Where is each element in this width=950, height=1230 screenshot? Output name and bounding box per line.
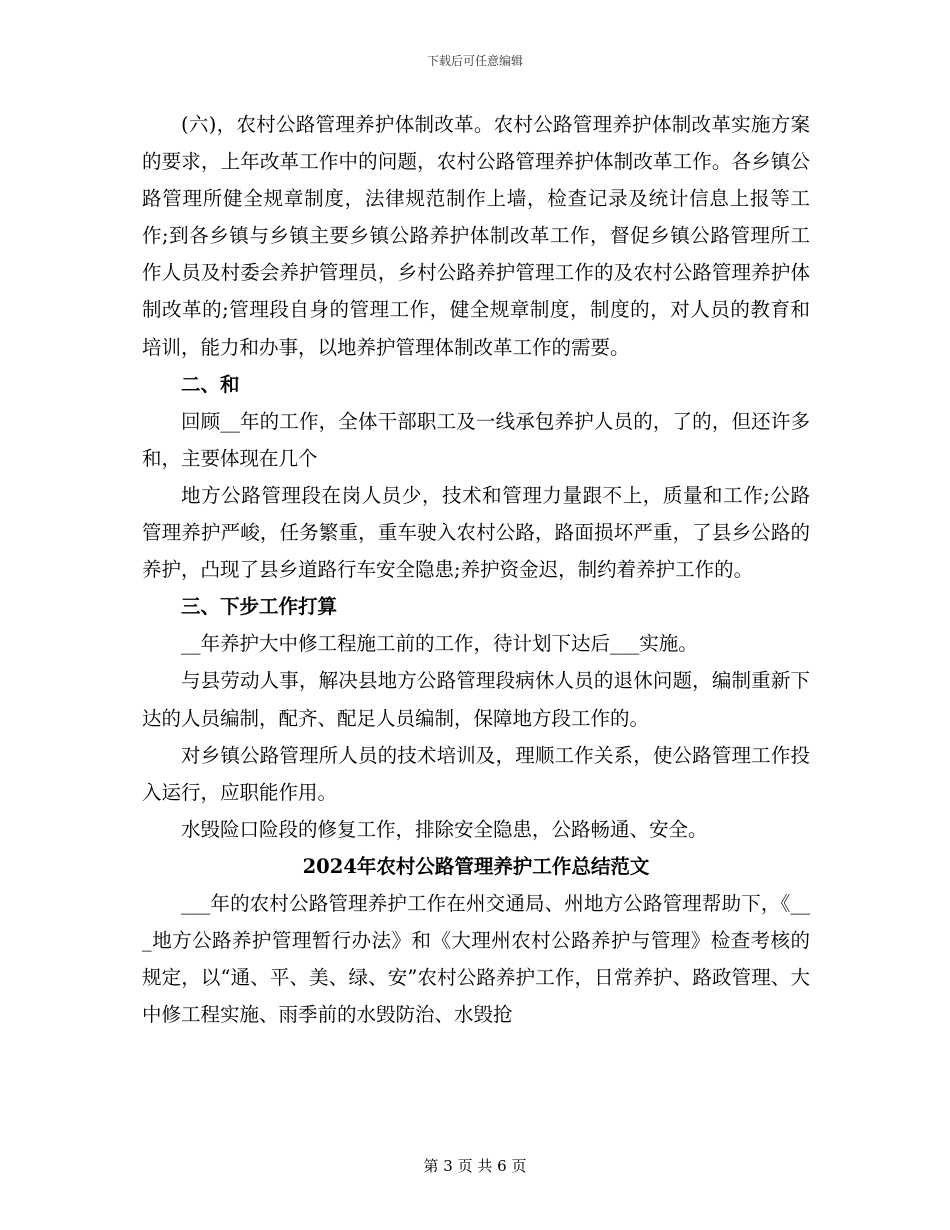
paragraph-reform: (六)，农村公路管理养护体制改革。农村公路管理养护体制改革实施方案的要求，上年改革工作中的问题，农村公路管理养护体制改革工作。各乡镇公路管理所健全规章制度，法律规范制作上墙，检查记录及统计信息上报等工作;到各乡镇与乡镇主要乡镇公路养护体制改革工作，督促乡镇公路管理所工作人员及村委会养护管理员，乡村公路养护管理工作的及农村公路管理养护体制改革的;管理段自身的管理工作，健全规章制度，制度的，对人员的教育和培训，能力和办事，以地养护管理体制改革工作的需要。	[142, 113, 810, 359]
paragraph-plan-3: 对乡镇公路管理所人员的技术培训及，理顺工作关系，使公路管理工作投入运行，应职能作用。	[142, 743, 810, 804]
paragraph-plan-2: 与县劳动人事，解决县地方公路管理段病休人员的退休问题，编制重新下达的人员编制，配齐、配足人员编制，保障地方段工作的。	[142, 669, 810, 730]
section-heading-3: 三、下步工作打算	[181, 595, 338, 619]
page-footer: 第 3 页 共 6 页	[423, 1157, 527, 1175]
page-header: 下载后可任意编辑	[426, 54, 523, 68]
section-heading-2: 二、和	[181, 372, 240, 396]
paragraph-plan-1: __年养护大中修工程施工前的工作，待计划下达后___实施。	[181, 632, 698, 656]
paragraph-problems: 地方公路管理段在岗人员少，技术和管理力量跟不上，质量和工作;公路管理养护严峻，任务繁重，重车驶入农村公路，路面损坏严重，了县乡公路的养护，凸现了县乡道路行车安全隐患;养护资金迟，制约着养护工作的。	[142, 483, 810, 582]
paragraph-plan-4: 水毁险口险段的修复工作，排除安全隐患，公路畅通、安全。	[181, 817, 708, 841]
paragraph-summary-intro: ___年的农村公路管理养护工作在州交通局、州地方公路管理帮助下，《___地方公路养护管理暂行办法》和《大理州农村公路养护与管理》检查考核的规定，以“通、平、美、绿、安”农村公路养护工作，日常养护、路政管理、大中修工程实施、雨季前的水毁防治、水毁抢	[142, 891, 810, 1027]
document-body	[142, 106, 810, 1033]
paragraph-review: 回顾__年的工作，全体干部职工及一线承包养护人员的，了的，但还许多和，主要体现在几个	[142, 409, 810, 470]
document-title: 2024年农村公路管理养护工作总结范文	[302, 854, 650, 878]
